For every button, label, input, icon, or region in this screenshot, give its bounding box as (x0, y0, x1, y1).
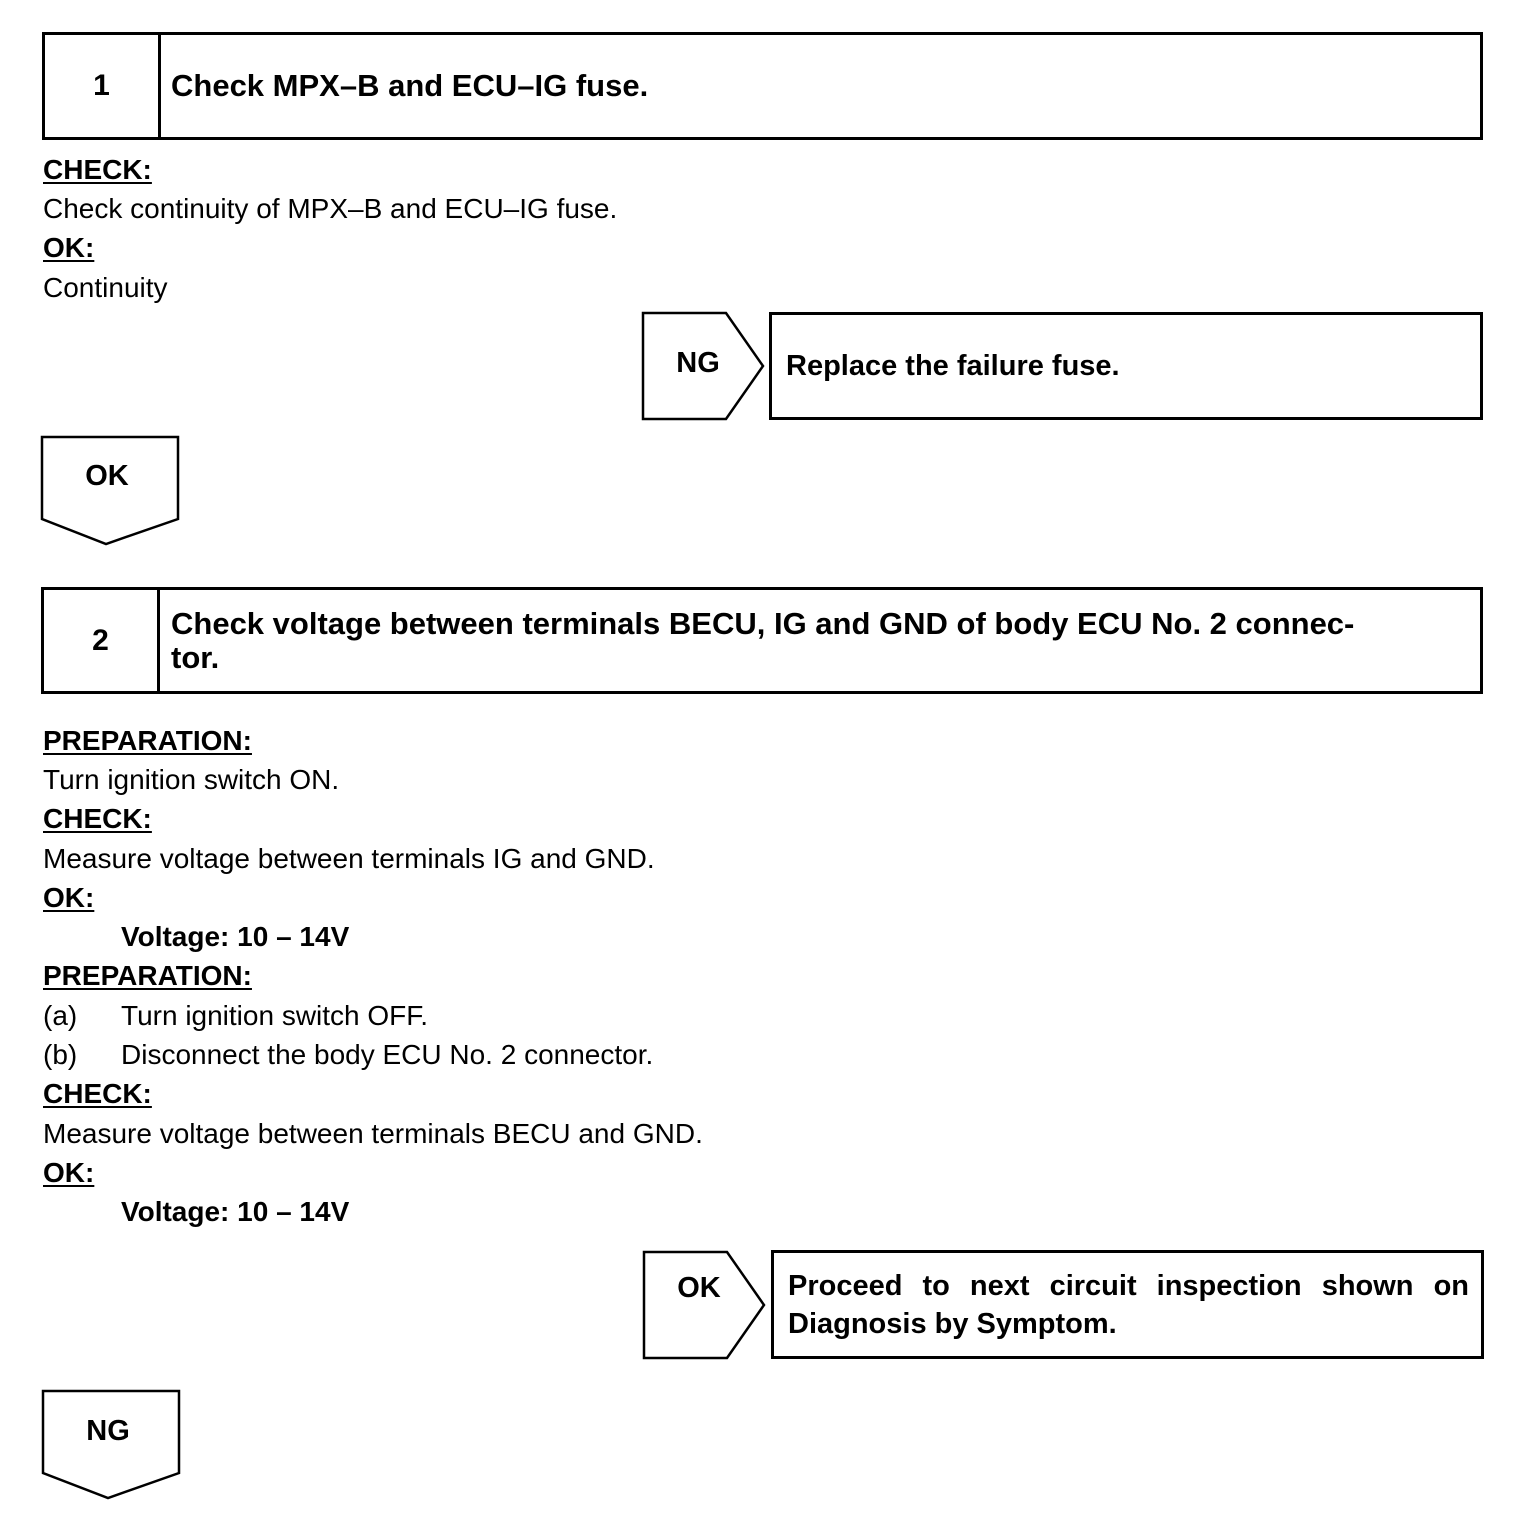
step-2-prep-2-item-b-marker: (b) (43, 1039, 78, 1070)
step-1-ok-label: OK: (43, 232, 95, 263)
step-2-prep-2-item-a-text: Turn ignition switch OFF. (121, 1000, 429, 1031)
step-2-title-line-2: tor. (171, 639, 220, 675)
step-2-number: 2 (44, 590, 160, 691)
step-2-ok-2-value: Voltage: 10 – 14V (121, 1196, 350, 1227)
step-1-check-label: CHECK: (43, 154, 152, 185)
step-2-ok-action-line-2: Diagnosis by Symptom. (788, 1307, 1117, 1340)
step-2-title-line-1: Check voltage between terminals BECU, IG and GND of body ECU No. 2 connec- (171, 605, 1355, 641)
step-1-check-text: Check continuity of MPX–B and ECU–IG fuse. (43, 193, 618, 224)
step-1-ng-tag: NG (676, 347, 720, 379)
step-2-check-2-label: CHECK: (43, 1078, 152, 1109)
step-2-ok-action-line-1: Proceed to next circuit inspection shown on (788, 1269, 1469, 1302)
step-1-ok-text: Continuity (43, 272, 168, 303)
step-2-prep-1-text: Turn ignition switch ON. (43, 764, 340, 795)
step-1-title: Check MPX–B and ECU–IG fuse. (171, 68, 649, 103)
step-1-number: 1 (45, 35, 161, 137)
step-2-prep-2-label: PREPARATION: (43, 960, 252, 991)
step-1-ng-action-text: Replace the failure fuse. (786, 350, 1120, 382)
step-2-ng-tag: NG (86, 1415, 130, 1447)
step-2-check-1-text: Measure voltage between terminals IG and GND. (43, 843, 655, 874)
step-2-ok-2-label: OK: (43, 1157, 95, 1188)
step-2-ok-1-value: Voltage: 10 – 14V (121, 921, 350, 952)
step-2-ok-tag: OK (677, 1272, 721, 1304)
step-2-prep-2-item-b-text: Disconnect the body ECU No. 2 connector. (121, 1039, 654, 1070)
step-1-ok-tag: OK (85, 460, 129, 492)
step-2-prep-2-item-a-marker: (a) (43, 1000, 78, 1031)
step-2-check-1-label: CHECK: (43, 803, 152, 834)
step-2-ok-1-label: OK: (43, 882, 95, 913)
step-2-check-2-text: Measure voltage between terminals BECU and GND. (43, 1118, 703, 1149)
step-2-prep-1-label: PREPARATION: (43, 725, 252, 756)
